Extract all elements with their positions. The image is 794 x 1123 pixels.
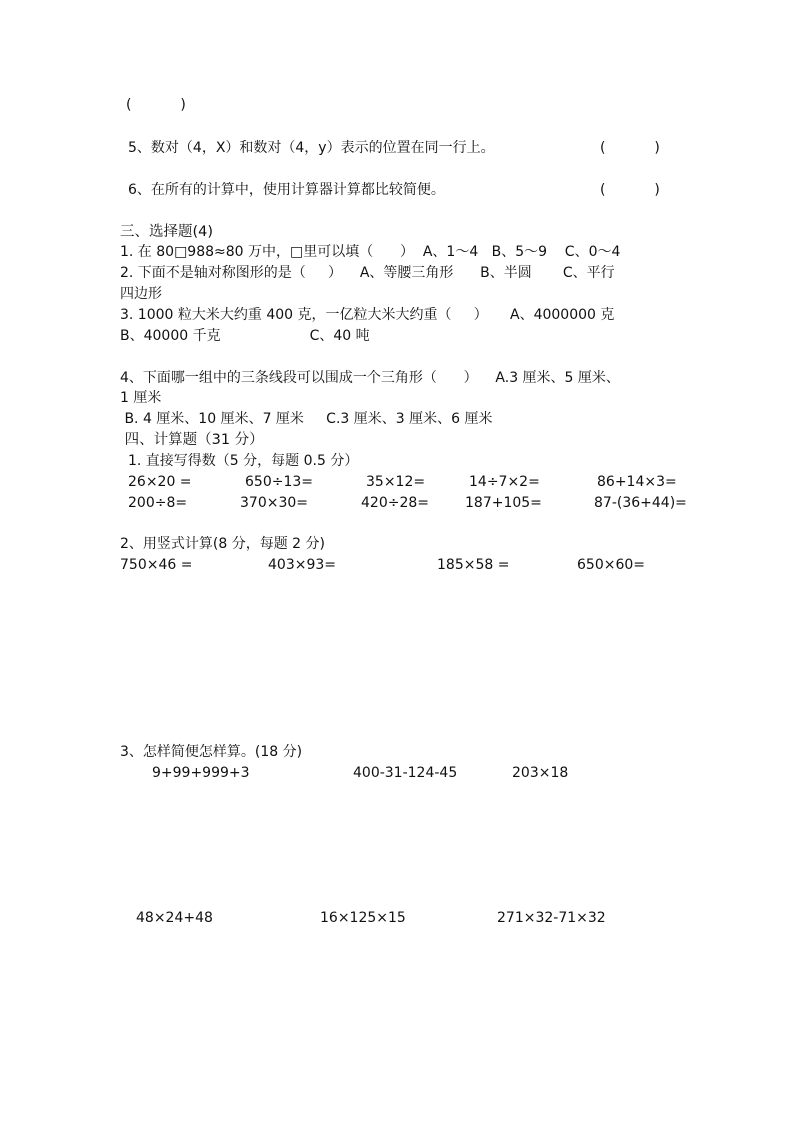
oral-calc-item: 200÷8= [128, 495, 188, 511]
judgment-item-5: 5、数对（4，X）和数对（4，y）表示的位置在同一行上。 [128, 140, 495, 156]
choice-question-3: 3. 1000 粒大米大约重 400 克，一亿粒大米大约重（ ） A、4000000 克 [120, 307, 615, 323]
oral-calc-item: 370×30= [240, 495, 308, 511]
oral-calc-item: 14÷7×2= [469, 474, 540, 490]
calc-part2-title: 2、用竖式计算(8 分，每题 2 分) [120, 536, 325, 552]
choice-question-4-cont: 1 厘米 [120, 390, 162, 406]
judgment-item-6-answer: ( ) [600, 182, 660, 198]
calc-part1-title: 1. 直接写得数（5 分，每题 0.5 分） [128, 453, 359, 469]
choice-question-4: 4、下面哪一组中的三条线段可以围成一个三角形（ ） A.3 厘米、5 厘米、 [120, 370, 620, 386]
oral-calc-item: 35×12= [366, 474, 426, 490]
choice-question-2-cont: 四边形 [120, 286, 162, 302]
judgment-item-5-answer: ( ) [600, 140, 660, 156]
choice-question-4-options: B. 4 厘米、10 厘米、7 厘米 C.3 厘米、3 厘米、6 厘米 [120, 411, 493, 427]
calc-section-title: 四、计算题（31 分） [120, 432, 264, 448]
oral-calc-item: 420÷28= [361, 495, 429, 511]
judgment-item-6: 6、在所有的计算中，使用计算器计算都比较简便。 [128, 182, 445, 198]
simplify-calc-item: 9+99+999+3 [152, 765, 250, 781]
choice-question-1: 1. 在 80□988≈80 万中，□里可以填（ ） A、1～4 B、5～9 C、0～4 [120, 244, 621, 260]
previous-answer-paren: ( ) [126, 97, 186, 113]
simplify-calc-item: 400-31-124-45 [353, 765, 458, 781]
oral-calc-item: 87-(36+44)= [594, 495, 687, 511]
oral-calc-item: 86+14×3= [597, 474, 677, 490]
vertical-calc-item: 650×60= [577, 557, 645, 573]
vertical-calc-item: 403×93= [268, 557, 336, 573]
oral-calc-item: 26×20 = [128, 474, 192, 490]
oral-calc-item: 187+105= [465, 495, 542, 511]
oral-calc-item: 650÷13= [245, 474, 313, 490]
simplify-calc-item: 16×125×15 [320, 910, 406, 926]
simplify-calc-item: 48×24+48 [136, 910, 213, 926]
choice-question-3-cont: B、40000 千克 C、40 吨 [120, 328, 370, 344]
vertical-calc-item: 750×46 = [120, 557, 193, 573]
calc-part3-title: 3、怎样简便怎样算。(18 分) [120, 744, 303, 760]
choice-question-2: 2. 下面不是轴对称图形的是（ ） A、等腰三角形 B、半圆 C、平行 [120, 265, 615, 281]
simplify-calc-item: 203×18 [512, 765, 569, 781]
simplify-calc-item: 271×32-71×32 [497, 910, 606, 926]
vertical-calc-item: 185×58 = [437, 557, 510, 573]
choice-section-title: 三、选择题(4) [120, 224, 214, 240]
